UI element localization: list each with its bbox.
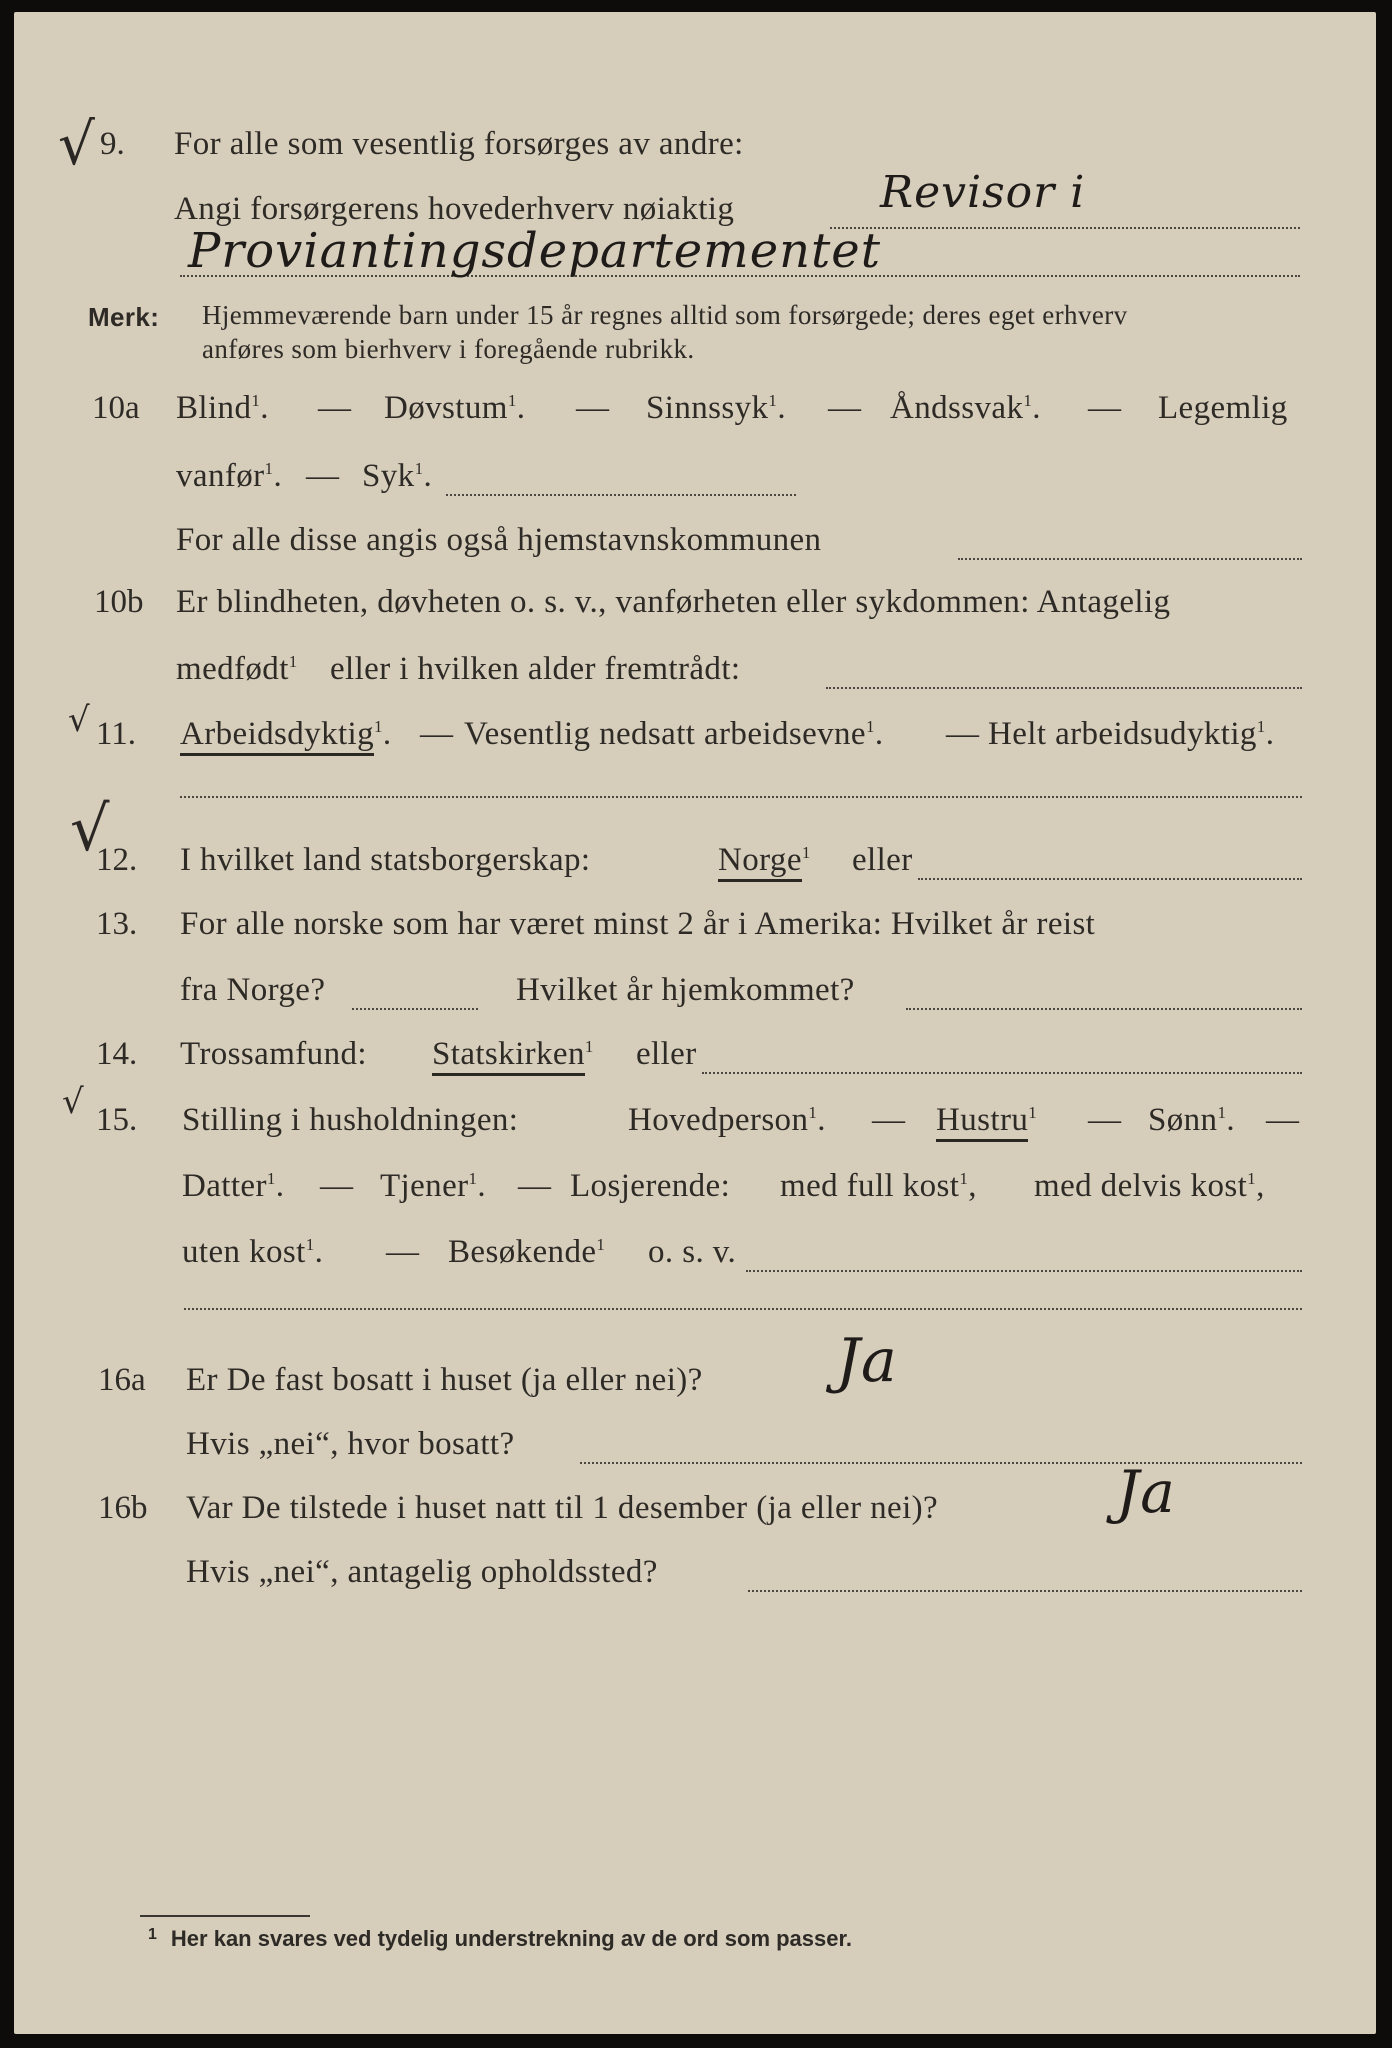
note-text: Hjemmeværende barn under 15 år regnes alltid som forsørgede; deres eget erhverv (202, 300, 1128, 330)
separator: — (828, 390, 862, 426)
answer-line (580, 1462, 1302, 1464)
separator: — (306, 458, 340, 494)
question-number: 11. (96, 716, 137, 752)
separator: — (1088, 1102, 1122, 1138)
question-text: Hvis „nei“, antagelig opholdssted? (186, 1554, 658, 1590)
question-number: 10a (92, 390, 140, 426)
check-mark-icon: √ (68, 700, 90, 740)
question-text: Hvilket år hjemkommet? (516, 972, 855, 1008)
note-text: anføres som bierhverv i foregående rubrikk. (202, 334, 695, 364)
question-text: eller i hvilken alder fremtrådt: (330, 651, 741, 687)
question-text: I hvilket land statsborgerskap: (180, 842, 591, 878)
footnote-separator (140, 1915, 310, 1917)
option-hustru: Hustru$^1$ (936, 1102, 1037, 1139)
separator: — (1266, 1102, 1300, 1138)
question-15 (0, 1096, 1392, 1152)
footnote-mark: 1 (148, 1926, 157, 1943)
answer-line (748, 1590, 1302, 1592)
separator: — (386, 1234, 420, 1270)
option-besokende: Besøkende$^1$ (448, 1234, 606, 1270)
question-text: Er blindheten, døvheten o. s. v., vanførheten eller sykdommen: Antagelig (176, 584, 1171, 620)
question-number: 9. (100, 126, 125, 162)
answer-line (826, 687, 1302, 689)
separator: — (518, 1168, 552, 1204)
question-16a (0, 1326, 1392, 1412)
option-sinnssyk: Sinnssyk$^1$. (646, 390, 786, 426)
check-mark-icon: √ (58, 110, 95, 178)
question-16b (0, 1458, 1392, 1540)
question-10b (0, 578, 1392, 634)
handwritten-answer: Proviantingsdepartementet (188, 223, 881, 279)
question-text: For alle som vesentlig forsørges av andre: (174, 126, 744, 162)
option-dovstum: Døvstum$^1$. (384, 390, 526, 426)
question-text: Stilling i husholdningen: (182, 1102, 519, 1138)
separator: — (576, 390, 610, 426)
option-vanfor: vanfør$^1$. (176, 458, 283, 494)
option-tjener: Tjener$^1$. (380, 1168, 487, 1204)
question-10a-line-3 (0, 516, 1392, 572)
answer-line (830, 227, 1300, 229)
question-15-line-4 (0, 1290, 1392, 1346)
footnote (148, 1926, 852, 1952)
question-9 (0, 120, 1392, 176)
footnote-text: Her kan svares ved tydelig understrekning av de ord som passer. (170, 1926, 852, 1951)
answer-line (184, 1308, 1302, 1310)
separator: — (318, 390, 352, 426)
option-datter: Datter$^1$. (182, 1168, 285, 1204)
question-12 (0, 836, 1392, 892)
option-blind: Blind$^1$. (176, 390, 269, 426)
option-nedsatt: Vesentlig nedsatt arbeidsevne$^1$. (464, 716, 884, 752)
question-number: 12. (96, 842, 138, 878)
answer-line (958, 558, 1302, 560)
option-syk: Syk$^1$. (362, 458, 433, 494)
option-hovedperson: Hovedperson$^1$. (628, 1102, 826, 1138)
question-text: Var De tilstede i huset natt til 1 desember (ja eller nei)? (186, 1490, 939, 1526)
question-13-line-2 (0, 966, 1392, 1022)
question-text: o. s. v. (648, 1234, 737, 1270)
question-15-line-2 (0, 1162, 1392, 1218)
option-full-kost: med full kost$^1$, (780, 1168, 977, 1204)
option-udyktig: Helt arbeidsudyktig$^1$. (988, 716, 1275, 752)
question-9-line-3 (0, 223, 1392, 301)
separator: — (1088, 390, 1122, 426)
question-text: eller (636, 1036, 697, 1072)
note-merk-line-2 (0, 332, 1392, 388)
answer-line (906, 1008, 1302, 1010)
question-text: Trossamfund: (180, 1036, 367, 1072)
question-13 (0, 900, 1392, 956)
question-text: eller (852, 842, 913, 878)
answer-line (746, 1270, 1302, 1272)
question-number: 14. (96, 1036, 138, 1072)
handwritten-answer: Ja (1116, 1458, 1176, 1526)
option-medfodt: medfødt$^1$ (176, 651, 298, 687)
question-10b-line-2 (0, 645, 1392, 701)
question-text: For alle disse angis også hjemstavnskommunen (176, 522, 822, 558)
separator: — (420, 716, 454, 752)
separator: — (872, 1102, 906, 1138)
note-label: Merk: (88, 302, 160, 332)
answer-line (446, 494, 796, 496)
question-text: Hvis „nei“, hvor bosatt? (186, 1426, 515, 1462)
option-andssvak: Åndssvak$^1$. (890, 390, 1041, 426)
option-uten-kost: uten kost$^1$. (182, 1234, 324, 1270)
check-mark-icon: √ (70, 792, 110, 865)
question-number: 13. (96, 906, 138, 942)
option-norge: Norge$^1$ (718, 842, 811, 879)
question-text: fra Norge? (180, 972, 326, 1008)
handwritten-answer: Ja (836, 1326, 898, 1396)
question-number: 16a (98, 1362, 146, 1398)
question-11 (0, 710, 1392, 766)
question-number: 10b (94, 584, 144, 620)
question-text: Er De fast bosatt i huset (ja eller nei)? (186, 1362, 703, 1398)
question-11-line-2 (0, 770, 1392, 826)
separator: — (320, 1168, 354, 1204)
answer-line (352, 1008, 478, 1010)
handwritten-answer: Revisor i (880, 167, 1086, 218)
option-delvis-kost: med delvis kost$^1$, (1034, 1168, 1265, 1204)
question-14 (0, 1030, 1392, 1086)
question-10a-line-2 (0, 452, 1392, 508)
question-text: Angi forsørgerens hovederhverv nøiaktig (174, 191, 735, 227)
question-10a (0, 384, 1392, 440)
question-15-line-3 (0, 1228, 1392, 1284)
separator: — (946, 716, 980, 752)
option-arbeidsdyktig: Arbeidsdyktig$^1$. (180, 716, 392, 753)
question-16b-line-2 (0, 1548, 1392, 1604)
option-statskirken: Statskirken$^1$ (432, 1036, 594, 1073)
answer-line (702, 1072, 1302, 1074)
losjerende-label: Losjerende: (570, 1168, 731, 1204)
answer-line (918, 878, 1302, 880)
question-text: For alle norske som har været minst 2 år i Amerika: Hvilket år reist (180, 906, 1096, 942)
check-mark-icon: √ (62, 1082, 84, 1122)
question-16a-line-2 (0, 1420, 1392, 1476)
question-number: 16b (98, 1490, 148, 1526)
option-sonn: Sønn$^1$. (1148, 1102, 1236, 1138)
answer-line (180, 796, 1302, 798)
option-legemlig: Legemlig (1158, 390, 1288, 426)
question-number: 15. (96, 1102, 138, 1138)
